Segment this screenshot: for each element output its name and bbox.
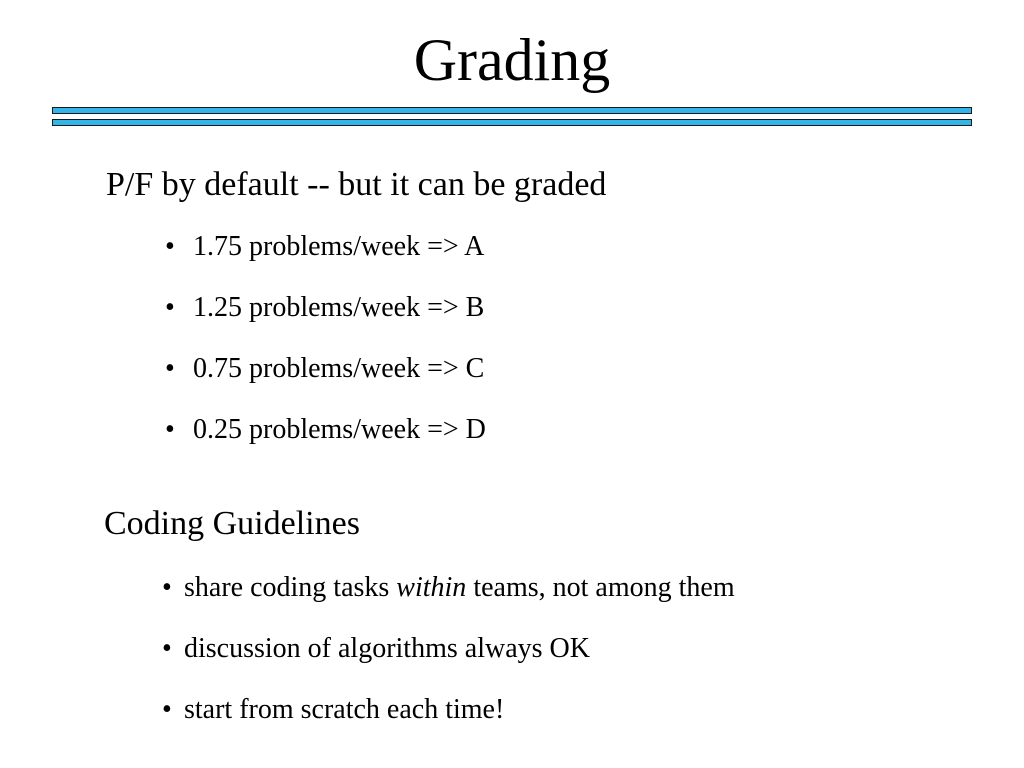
list-item-text-end: teams, not among them [466, 572, 735, 603]
title-rule-top [52, 107, 972, 114]
list-item [162, 693, 504, 727]
slide-title: Grading [413, 27, 611, 93]
list-item [162, 571, 735, 605]
list-item [165, 352, 484, 386]
list-item-text-start: share coding tasks [184, 572, 397, 603]
bullet-icon: • [165, 353, 175, 384]
bullet-icon: • [165, 231, 175, 262]
section-heading-coding-guidelines: Coding Guidelines [104, 505, 360, 542]
bullet-icon: • [165, 414, 175, 445]
bullet-icon: • [162, 694, 172, 725]
list-item-text: 1.75 problems/week => A [193, 231, 485, 262]
title-rule-bottom [52, 119, 972, 126]
section-heading-grading: P/F by default -- but it can be graded [106, 166, 607, 203]
list-item-text: discussion of algorithms always OK [184, 633, 590, 664]
bullet-icon: • [162, 633, 172, 664]
bullet-icon: • [162, 572, 172, 603]
list-item-text: start from scratch each time! [184, 694, 505, 725]
list-item-emphasis: within [396, 572, 467, 603]
list-item [165, 230, 484, 264]
list-item [165, 413, 486, 447]
list-item-text: 0.75 problems/week => C [193, 353, 485, 384]
list-item [165, 291, 484, 325]
bullet-icon: • [165, 292, 175, 323]
list-item-text: 1.25 problems/week => B [193, 292, 485, 323]
list-item [162, 632, 590, 666]
list-item-text: 0.25 problems/week => D [193, 414, 486, 445]
